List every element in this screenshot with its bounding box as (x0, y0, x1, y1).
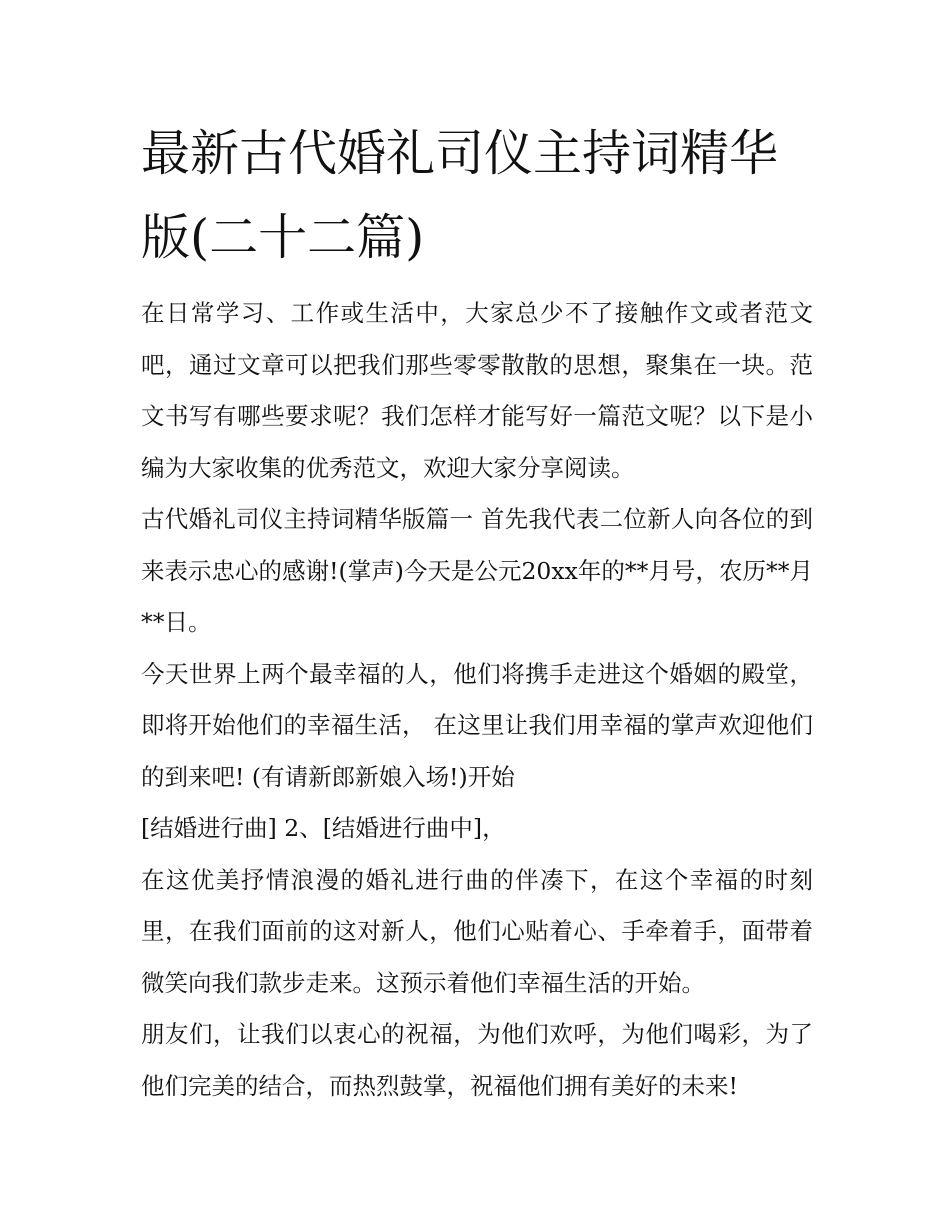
paragraph-chapter-one-opening: 古代婚礼司仪主持词精华版篇一 首先我代表二位新人向各位的到来表示忠心的感谢!(掌声)今天是公元20xx年的**月号，农历**月**日。 (141, 505, 813, 636)
paragraph-wedding-march: [结婚进行曲] 2、[结婚进行曲中]， (141, 814, 506, 842)
paragraph-welcome: 今天世界上两个最幸福的人，他们将携手走进这个婚姻的殿堂，即将开始他们的幸福生活， 在这里让我们用幸福的掌声欢迎他们的到来吧! (有请新郎新娘入场!)开始 (141, 659, 813, 791)
document-title: 最新古代婚礼司仪主持词精华版(二十二篇) (141, 125, 779, 266)
paragraph-procession: 在这优美抒情浪漫的婚礼进行曲的伴凑下，在这个幸福的时刻里，在我们面前的这对新人，他们心贴着心、手牵着手，面带着微笑向我们款步走来。这预示着他们幸福生活的开始。 (141, 865, 813, 997)
paragraph-blessing: 朋友们，让我们以衷心的祝福，为他们欢呼，为他们喝彩，为了他们完美的结合，而热烈鼓掌，祝福他们拥有美好的未来! (141, 1020, 813, 1100)
paragraph-intro: 在日常学习、工作或生活中，大家总少不了接触作文或者范文吧，通过文章可以把我们那些零零散散的思想，聚集在一块。范文书写有哪些要求呢？我们怎样才能写好一篇范文呢？以下是小编为大家收集的优秀范文，欢迎大家分享阅读。 (141, 299, 813, 482)
document-body (141, 288, 813, 1112)
document-content (141, 112, 813, 1112)
